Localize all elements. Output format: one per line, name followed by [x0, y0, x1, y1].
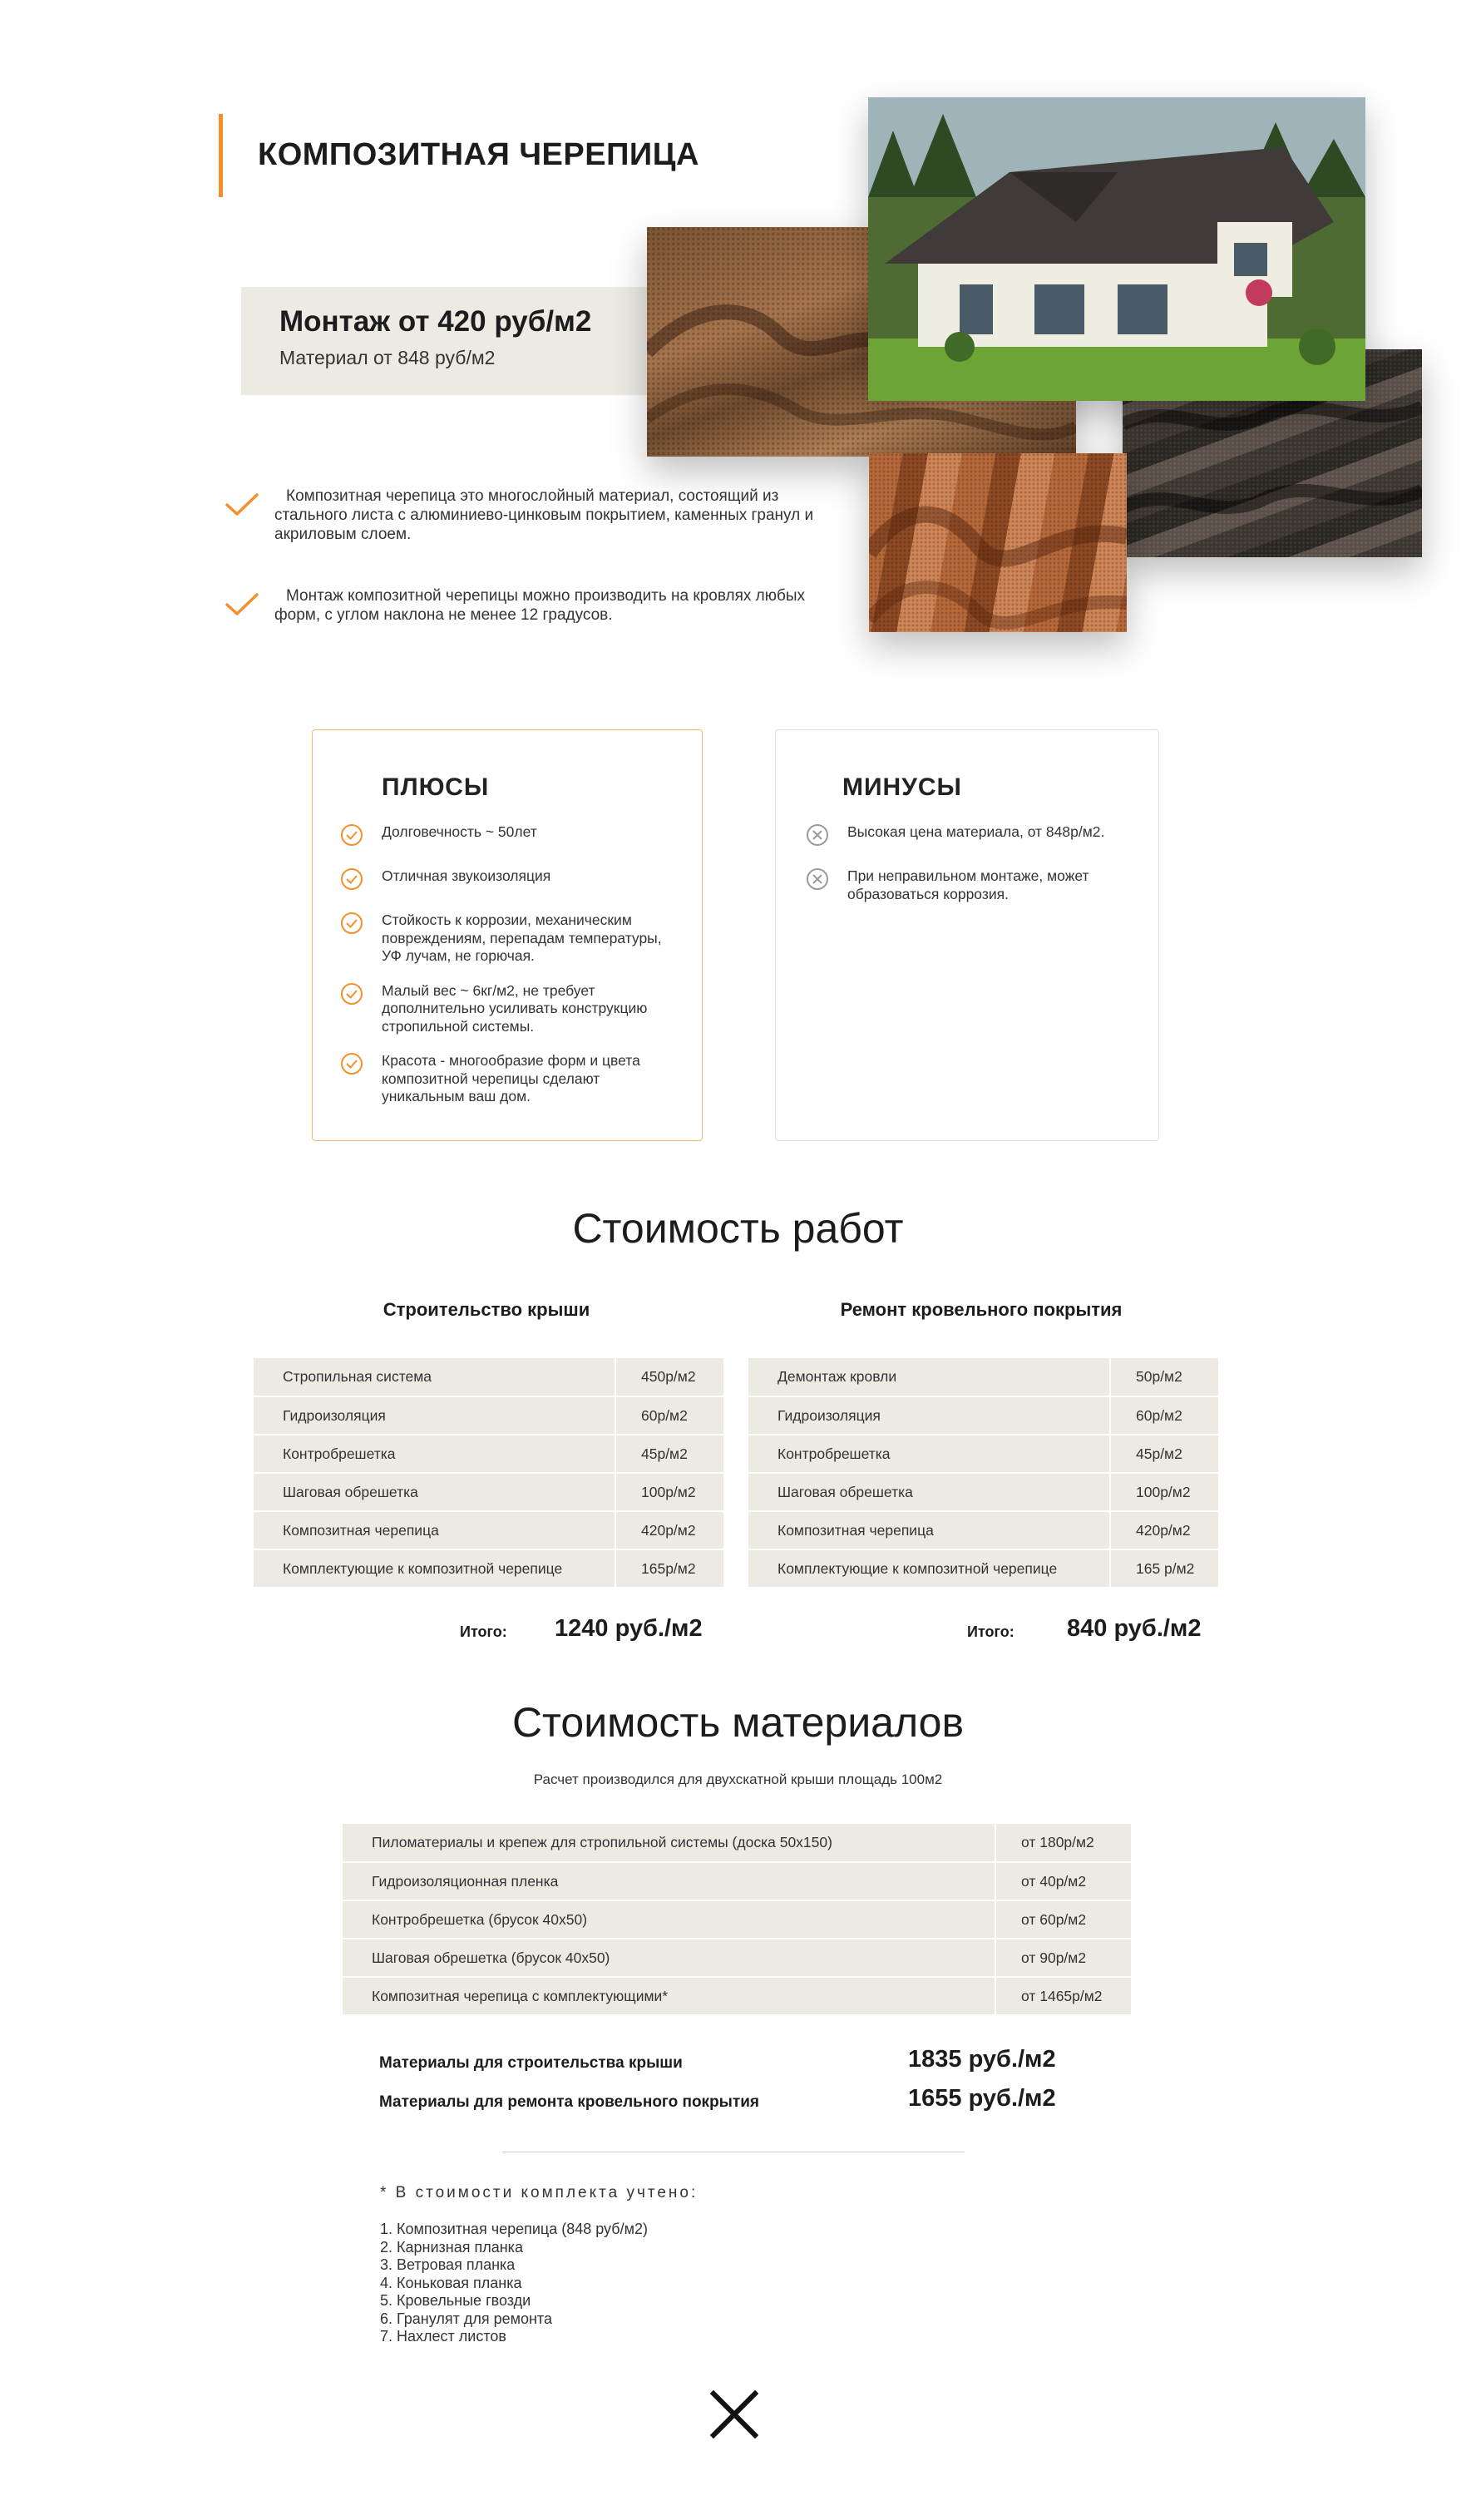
table-row — [748, 1511, 1218, 1549]
table-row — [748, 1435, 1218, 1473]
sum-repair-value: 1655 руб./м2 — [908, 2085, 1056, 2112]
footnote-title: * В стоимости комплекта учтено: — [380, 2184, 699, 2201]
bullet-item — [225, 487, 832, 544]
row-price: 100р/м2 — [1110, 1473, 1218, 1511]
price-main: Монтаж от 420 руб/м2 — [279, 305, 592, 338]
table-row — [748, 1396, 1218, 1435]
pros-item-text: Стойкость к коррозии, механическим повреждениям, перепадам температуры, УФ лучам, не горючая. — [382, 912, 662, 964]
pros-item-text: Малый вес ~ 6кг/м2, не требует дополнительно усиливать конструкцию стропильной системы. — [382, 981, 648, 1035]
pros-item-text: Отличная звукоизоляция — [382, 867, 551, 884]
row-price: 420р/м2 — [615, 1511, 723, 1549]
list-item: 6. Гранулят для ремонта — [380, 2310, 552, 2327]
row-price: 60р/м2 — [1110, 1396, 1218, 1435]
works-section-title: Стоимость работ — [572, 1205, 904, 1252]
table-row — [254, 1435, 723, 1473]
page-title: КОМПОЗИТНАЯ ЧЕРЕПИЦА — [258, 137, 699, 172]
list-item — [340, 1052, 681, 1106]
close-icon — [708, 2389, 760, 2440]
row-price: 165р/м2 — [615, 1549, 723, 1588]
row-name: Гидроизоляция — [748, 1396, 1110, 1435]
list-item — [340, 823, 681, 851]
row-price: 50р/м2 — [1110, 1358, 1218, 1396]
bullet-text: Композитная черепица это многослойный материал, состоящий из стального листа с алюминиево-цинковым покрытием, каменных гранул и акриловым слоем. — [274, 487, 814, 543]
row-price: от 180р/м2 — [995, 1824, 1131, 1862]
price-sub: Материал от 848 руб/м2 — [279, 347, 496, 368]
circle-check-icon — [340, 867, 382, 895]
sum-build-value: 1835 руб./м2 — [908, 2046, 1056, 2073]
table-row — [254, 1358, 723, 1396]
table-row — [748, 1549, 1218, 1588]
list-item — [806, 867, 1138, 903]
circle-x-icon — [806, 823, 847, 851]
list-item: 2. Карнизная планка — [380, 2238, 523, 2256]
row-name: Контробрешетка — [748, 1435, 1110, 1473]
row-price: 45р/м2 — [1110, 1435, 1218, 1473]
table-row — [343, 1862, 1131, 1900]
cons-item-text: Высокая цена материала, от 848р/м2. — [847, 823, 1105, 840]
circle-x-icon — [806, 867, 847, 895]
pros-list — [340, 823, 681, 1123]
table-row — [254, 1473, 723, 1511]
row-name: Стропильная система — [254, 1358, 615, 1396]
list-item — [340, 982, 681, 1036]
build-total-value: 1240 руб./м2 — [555, 1615, 703, 1642]
tile-photo-terracotta — [869, 453, 1127, 632]
list-item — [340, 867, 681, 895]
circle-check-icon — [340, 823, 382, 851]
table-row — [254, 1396, 723, 1435]
row-name: Шаговая обрешетка (брусок 40х50) — [343, 1939, 995, 1977]
table-row — [254, 1549, 723, 1588]
sum-build-label: Материалы для строительства крыши — [379, 2054, 683, 2072]
table-row — [343, 1939, 1131, 1977]
pros-card — [312, 729, 703, 1141]
table-row — [343, 1977, 1131, 2015]
circle-check-icon — [340, 912, 382, 939]
repair-total-value: 840 руб./м2 — [1067, 1615, 1202, 1642]
row-price: 100р/м2 — [615, 1473, 723, 1511]
list-item: 5. Кровельные гвозди — [380, 2292, 531, 2309]
circle-check-icon — [340, 982, 382, 1010]
list-item: 3. Ветровая планка — [380, 2256, 516, 2273]
cons-item-text: При неправильном монтаже, может образоваться коррозия. — [847, 867, 1089, 902]
row-name: Гидроизоляция — [254, 1396, 615, 1435]
row-price: 420р/м2 — [1110, 1511, 1218, 1549]
row-price: от 1465р/м2 — [995, 1977, 1131, 2015]
build-table-title: Строительство крыши — [383, 1299, 590, 1320]
materials-note: Расчет производился для двухскатной крыши площадь 100м2 — [533, 1771, 943, 1787]
row-price: 165 р/м2 — [1110, 1549, 1218, 1588]
cons-list — [806, 823, 1138, 920]
price-box — [241, 287, 678, 395]
materials-section-title: Стоимость материалов — [511, 1699, 965, 1746]
row-name: Пиломатериалы и крепеж для стропильной системы (доска 50х150) — [343, 1824, 995, 1862]
build-total-label: Итого: — [460, 1623, 507, 1640]
cons-card — [775, 729, 1159, 1141]
list-item: 1. Композитная черепица (848 руб/м2) — [380, 2221, 648, 2237]
table-row — [748, 1358, 1218, 1396]
list-item: 7. Нахлест листов — [380, 2328, 506, 2345]
table-row — [254, 1511, 723, 1549]
pros-title: ПЛЮСЫ — [382, 773, 490, 801]
row-name: Демонтаж кровли — [748, 1358, 1110, 1396]
row-price: 60р/м2 — [615, 1396, 723, 1435]
check-icon — [225, 492, 274, 522]
repair-price-table — [748, 1358, 1218, 1589]
row-name: Шаговая обрешетка — [748, 1473, 1110, 1511]
bullet-item — [225, 586, 832, 625]
materials-price-table — [343, 1824, 1131, 2016]
row-price: от 40р/м2 — [995, 1862, 1131, 1900]
repair-table-title: Ремонт кровельного покрытия — [840, 1299, 1123, 1320]
pros-item-text: Долговечность ~ 50лет — [382, 823, 537, 840]
cons-title: МИНУСЫ — [842, 773, 962, 801]
circle-check-icon — [340, 1052, 382, 1080]
repair-total-label: Итого: — [967, 1623, 1014, 1640]
footnote-list — [380, 2221, 648, 2346]
row-price: от 90р/м2 — [995, 1939, 1131, 1977]
list-item — [340, 912, 681, 966]
row-name: Шаговая обрешетка — [254, 1473, 615, 1511]
list-item — [806, 823, 1138, 851]
bullet-text: Монтаж композитной черепицы можно производить на кровлях любых форм, с углом наклона не менее 12 градусов. — [274, 587, 806, 624]
row-name: Композитная черепица — [748, 1511, 1110, 1549]
row-price: 450р/м2 — [615, 1358, 723, 1396]
table-row — [343, 1900, 1131, 1939]
pros-item-text: Красота - многообразие форм и цвета композитной черепицы сделают уникальным ваш дом. — [382, 1052, 640, 1104]
house-photo — [868, 97, 1365, 401]
row-price: от 60р/м2 — [995, 1900, 1131, 1939]
list-item: 4. Коньковая планка — [380, 2274, 522, 2291]
row-name: Комплектующие к композитной черепице — [748, 1549, 1110, 1588]
close-button[interactable] — [708, 2389, 760, 2440]
row-name: Композитная черепица с комплектующими* — [343, 1977, 995, 2015]
row-name: Композитная черепица — [254, 1511, 615, 1549]
row-name: Гидроизоляционная пленка — [343, 1862, 995, 1900]
build-price-table — [254, 1358, 723, 1589]
check-icon — [225, 591, 274, 622]
row-price: 45р/м2 — [615, 1435, 723, 1473]
title-accent-bar — [219, 114, 223, 197]
row-name: Контробрешетка (брусок 40х50) — [343, 1900, 995, 1939]
table-row — [748, 1473, 1218, 1511]
table-row — [343, 1824, 1131, 1862]
row-name: Контробрешетка — [254, 1435, 615, 1473]
sum-repair-label: Материалы для ремонта кровельного покрытия — [379, 2093, 759, 2111]
row-name: Комплектующие к композитной черепице — [254, 1549, 615, 1588]
